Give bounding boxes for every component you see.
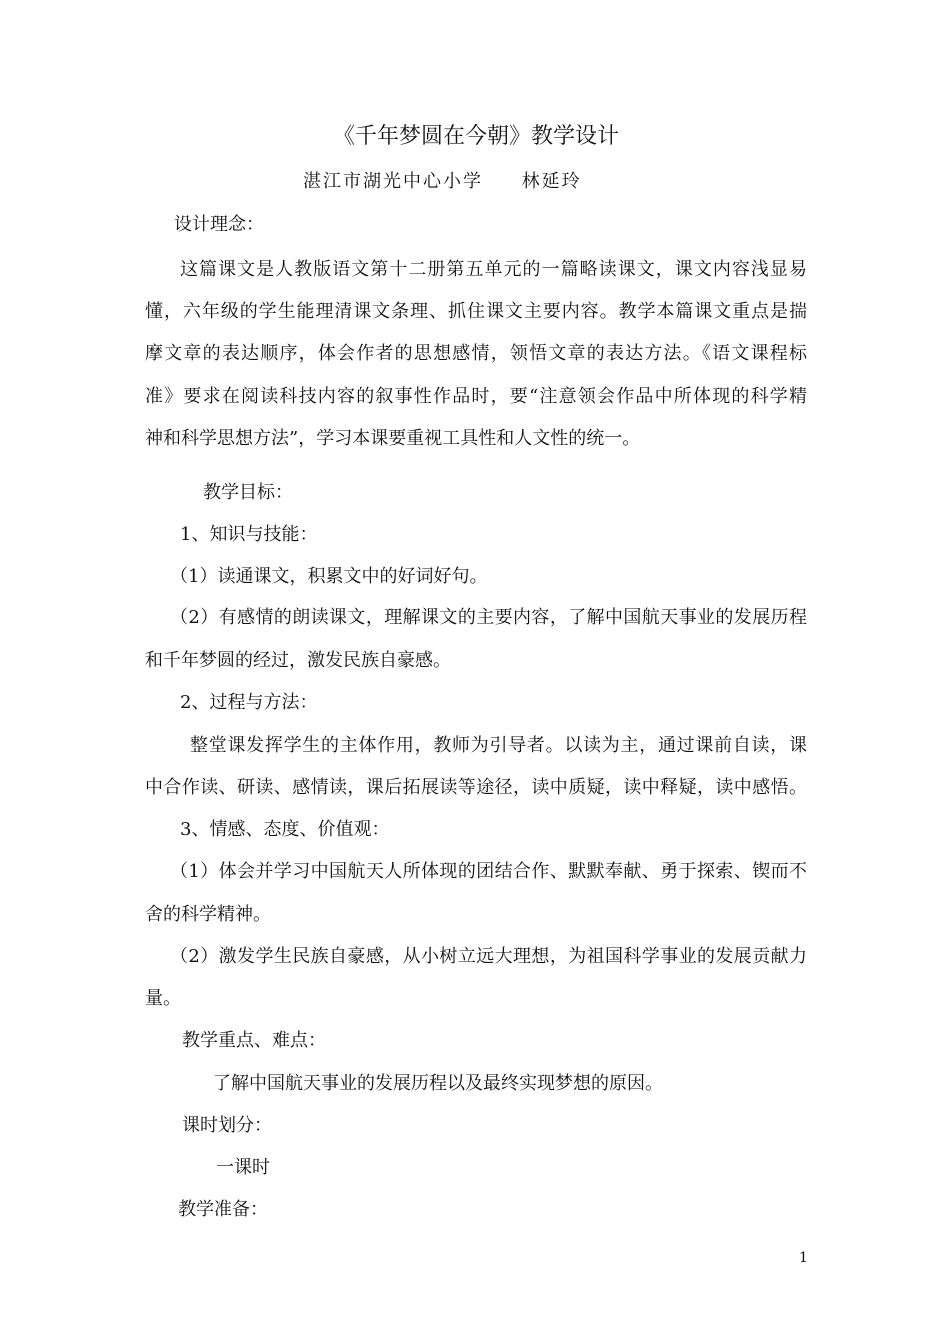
paragraph-line: 懂，六年级的学生能理清课文条理、抓住课文主要内容。教学本篇课文重点是揣 — [145, 301, 807, 322]
paragraph-line: 摩文章的表达顺序，体会作者的思想感情，领悟文章的表达方法。《语文课程标 — [145, 343, 807, 364]
paragraph-line: 这篇课文是人教版语文第十二册第五单元的一篇略读课文，课文内容浅显易 — [180, 259, 807, 280]
paragraph-line: 中合作读、研读、感情读，课后拓展读等途径，读中质疑，读中释疑，读中感悟。 — [145, 777, 807, 798]
paragraph-line: （1）读通课文，积累文中的好词好句。 — [170, 566, 488, 587]
paragraph-line: 整堂课发挥学生的主体作用，教师为引导者。以读为主，通过课前自读，课 — [190, 735, 807, 756]
section-heading: 教学重点、难点： — [182, 1030, 326, 1051]
section-heading: 课时划分： — [182, 1115, 272, 1136]
author-line: 湛江市湖光中心小学 林延玲 — [303, 171, 582, 192]
subsection-heading: 2、过程与方法： — [180, 692, 318, 713]
section-heading: 教学准备： — [178, 1199, 268, 1220]
paragraph-line: 神和科学思想方法”，学习本课要重视工具性和人文性的统一。 — [145, 428, 641, 449]
paragraph-line: （2）有感情的朗读课文，理解课文的主要内容，了解中国航天事业的发展历程 — [170, 607, 807, 628]
section-heading: 设计理念： — [174, 214, 264, 235]
paragraph-line: 舍的科学精神。 — [145, 904, 271, 925]
subsection-heading: 1、知识与技能： — [180, 524, 318, 545]
paragraph-line: 一课时 — [216, 1157, 270, 1178]
section-heading: 教学目标： — [203, 482, 293, 503]
paragraph-line: 了解中国航天事业的发展历程以及最终实现梦想的原因。 — [213, 1073, 663, 1094]
document-title: 《千年梦圆在今朝》教学设计 — [333, 124, 620, 149]
subsection-heading: 3、情感、态度、价值观： — [180, 819, 390, 840]
paragraph-line: 量。 — [145, 988, 181, 1009]
paragraph-line: 准》要求在阅读科技内容的叙事性作品时，要“注意领会作品中所体现的科学精 — [145, 386, 807, 407]
paragraph-line: 和千年梦圆的经过，激发民族自豪感。 — [145, 650, 451, 671]
page-number: 1 — [799, 1250, 808, 1266]
paragraph-line: （1）体会并学习中国航天人所体现的团结合作、默默奉献、勇于探索、锲而不 — [170, 861, 807, 882]
paragraph-line: （2）激发学生民族自豪感，从小树立远大理想，为祖国科学事业的发展贡献力 — [170, 946, 807, 967]
